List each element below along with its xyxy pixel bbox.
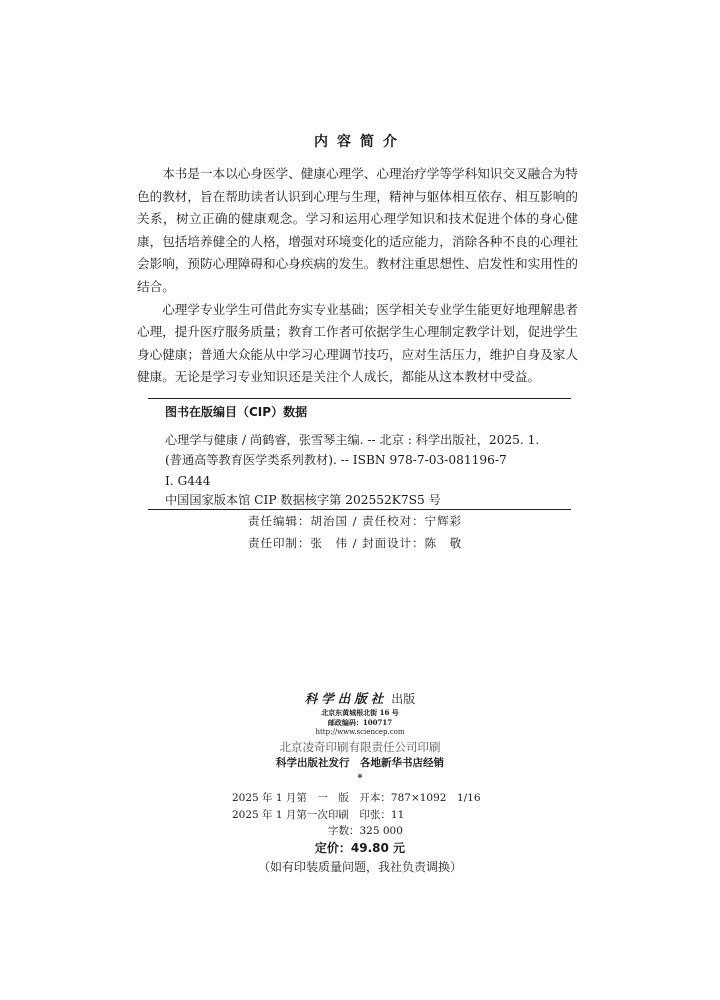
publisher-name: 科学出版社 [304, 691, 388, 706]
summary-paragraph: 本书是一本以心身医学、健康心理学、心理治疗学等学科知识交叉融合为特色的教材，旨在帮助读者认识到心理与生理，精神与躯体相互依存、相互影响的关系，树立正确的健康观念。学习和运用心理学知识和技术促进个体的身心健康，包括培养健全的人格，增强对环境变化的适应能力，消除各种不良的心理社会影响，预防心理障碍和心身疾病的发生。教材注重思想性、启发性和实用性的结合。 [137, 166, 578, 294]
cip-top-rule [148, 398, 571, 399]
cip-heading: 图书在版编目（CIP）数据 [165, 405, 308, 419]
price: 定价：49.80 元 [314, 841, 406, 855]
production-credits: 责任印制：张 伟 / 封面设计：陈 敬 [248, 536, 463, 550]
summary-body [137, 163, 578, 389]
separator-star: * [357, 773, 363, 784]
cip-line: 心理学与健康 / 尚鹤睿，张雪琴主编. -- 北京 : 科学出版社，2025. 1. [165, 433, 540, 447]
word-count: 字数：325 000 [328, 825, 403, 837]
edition-info: 2025 年 1 月第 一 版 开本：787×1092 1/16 [232, 792, 481, 804]
cip-line: 中国国家版本馆 CIP 数据核字第 202552K7S5 号 [165, 493, 441, 507]
publisher-suffix: 出版 [391, 692, 416, 706]
cip-bottom-rule [148, 509, 571, 510]
cip-line: (普通高等教育医学类系列教材). -- ISBN 978-7-03-081196-7 [165, 453, 507, 467]
printing-info: 2025 年 1 月第一次印刷 印张：11 [232, 809, 405, 821]
summary-title: 内容简介 [314, 134, 406, 150]
printer-info: 北京凌奇印刷有限责任公司印刷 [279, 740, 441, 754]
cip-line: Ⅰ. G444 [165, 474, 211, 488]
publisher-row [0, 690, 720, 708]
publisher-address: 北京东黄城根北街 16 号 [321, 708, 399, 717]
quality-notice: （如有印装质量问题，我社负责调换） [257, 860, 462, 874]
publisher-postcode: 邮政编码：100717 [327, 718, 393, 727]
summary-paragraph: 心理学专业学生可借此夯实专业基础；医学相关专业学生能更好地理解患者心理，提升医疗服务质量；教育工作者可依据学生心理制定教学计划，促进学生身心健康；普通大众能从中学习心理调节技巧，应对生活压力，维护自身及家人健康。无论是学习专业知识还是关注个人成长，都能从这本教材中受益。 [137, 301, 578, 385]
editor-credits: 责任编辑：胡治国 / 责任校对：宁辉彩 [248, 514, 463, 528]
publisher-website: http://www.sciencep.com [315, 728, 405, 736]
distributor-info: 科学出版社发行 各地新华书店经销 [276, 757, 444, 769]
